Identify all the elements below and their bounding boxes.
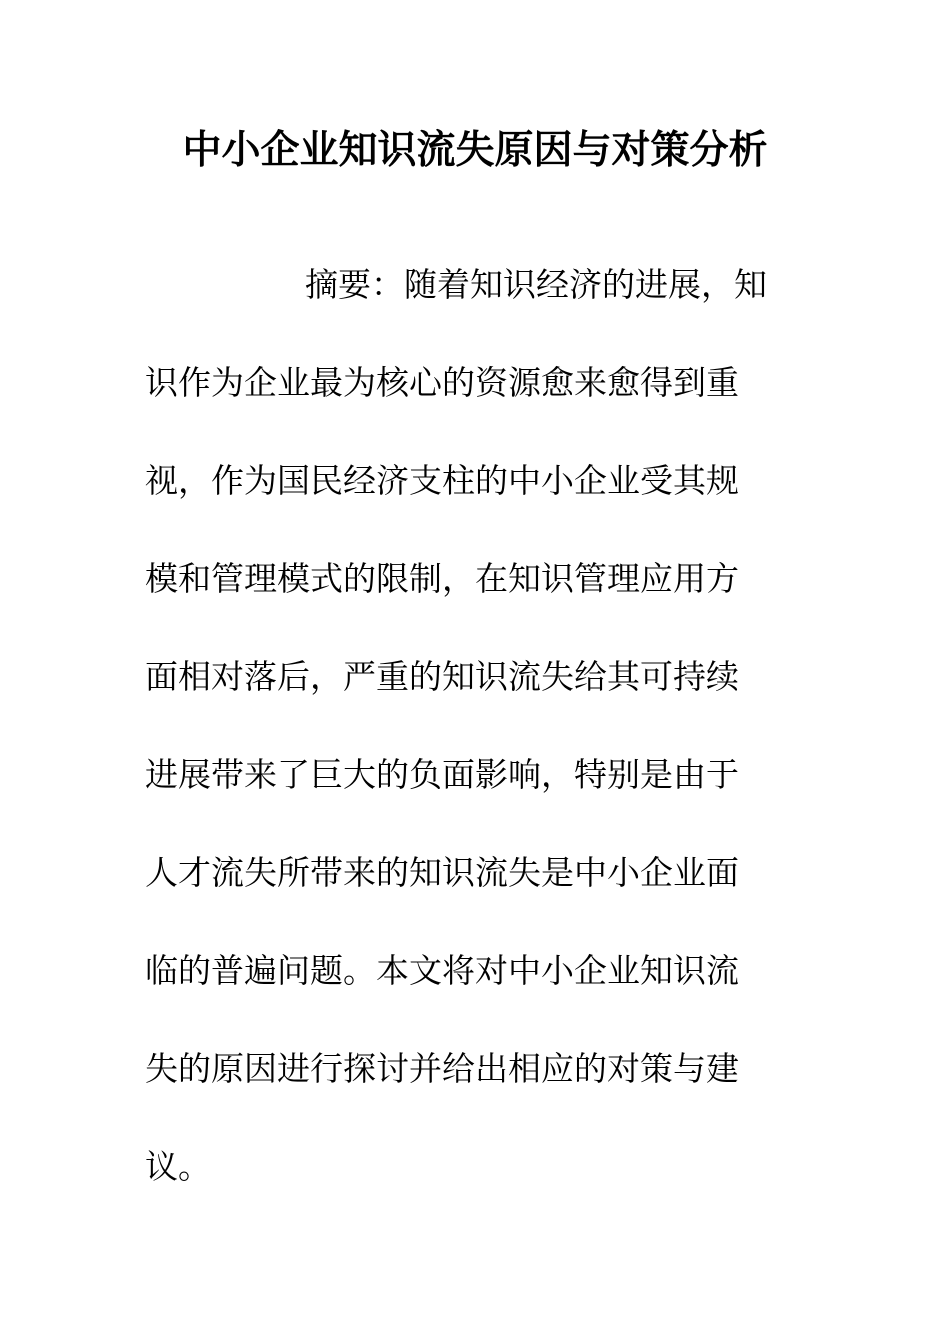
- abstract-line-1: [145, 262, 810, 360]
- abstract-line-4: 模和管理模式的限制，在知识管理应用方: [145, 559, 739, 598]
- abstract-line-9: 失的原因进行探讨并给出相应的对策与建: [145, 1049, 739, 1088]
- abstract-text: 随着知识经济的进展，知: [404, 265, 767, 304]
- abstract-label: 摘要：: [305, 265, 404, 304]
- document-title: 中小企业知识流失原因与对策分析: [182, 127, 768, 173]
- abstract-line-6: 进展带来了巨大的负面影响，特别是由于: [145, 755, 739, 794]
- abstract-line-10: 议。: [145, 1147, 211, 1186]
- abstract-line-3: 视，作为国民经济支柱的中小企业受其规: [145, 461, 739, 500]
- abstract-line-2: 识作为企业最为核心的资源愈来愈得到重: [145, 363, 739, 402]
- abstract-line-7: 人才流失所带来的知识流失是中小企业面: [145, 853, 739, 892]
- abstract-line-8: 临的普遍问题。本文将对中小企业知识流: [145, 951, 739, 990]
- abstract-line-5: 面相对落后，严重的知识流失给其可持续: [145, 657, 739, 696]
- abstract-section: [145, 262, 810, 1242]
